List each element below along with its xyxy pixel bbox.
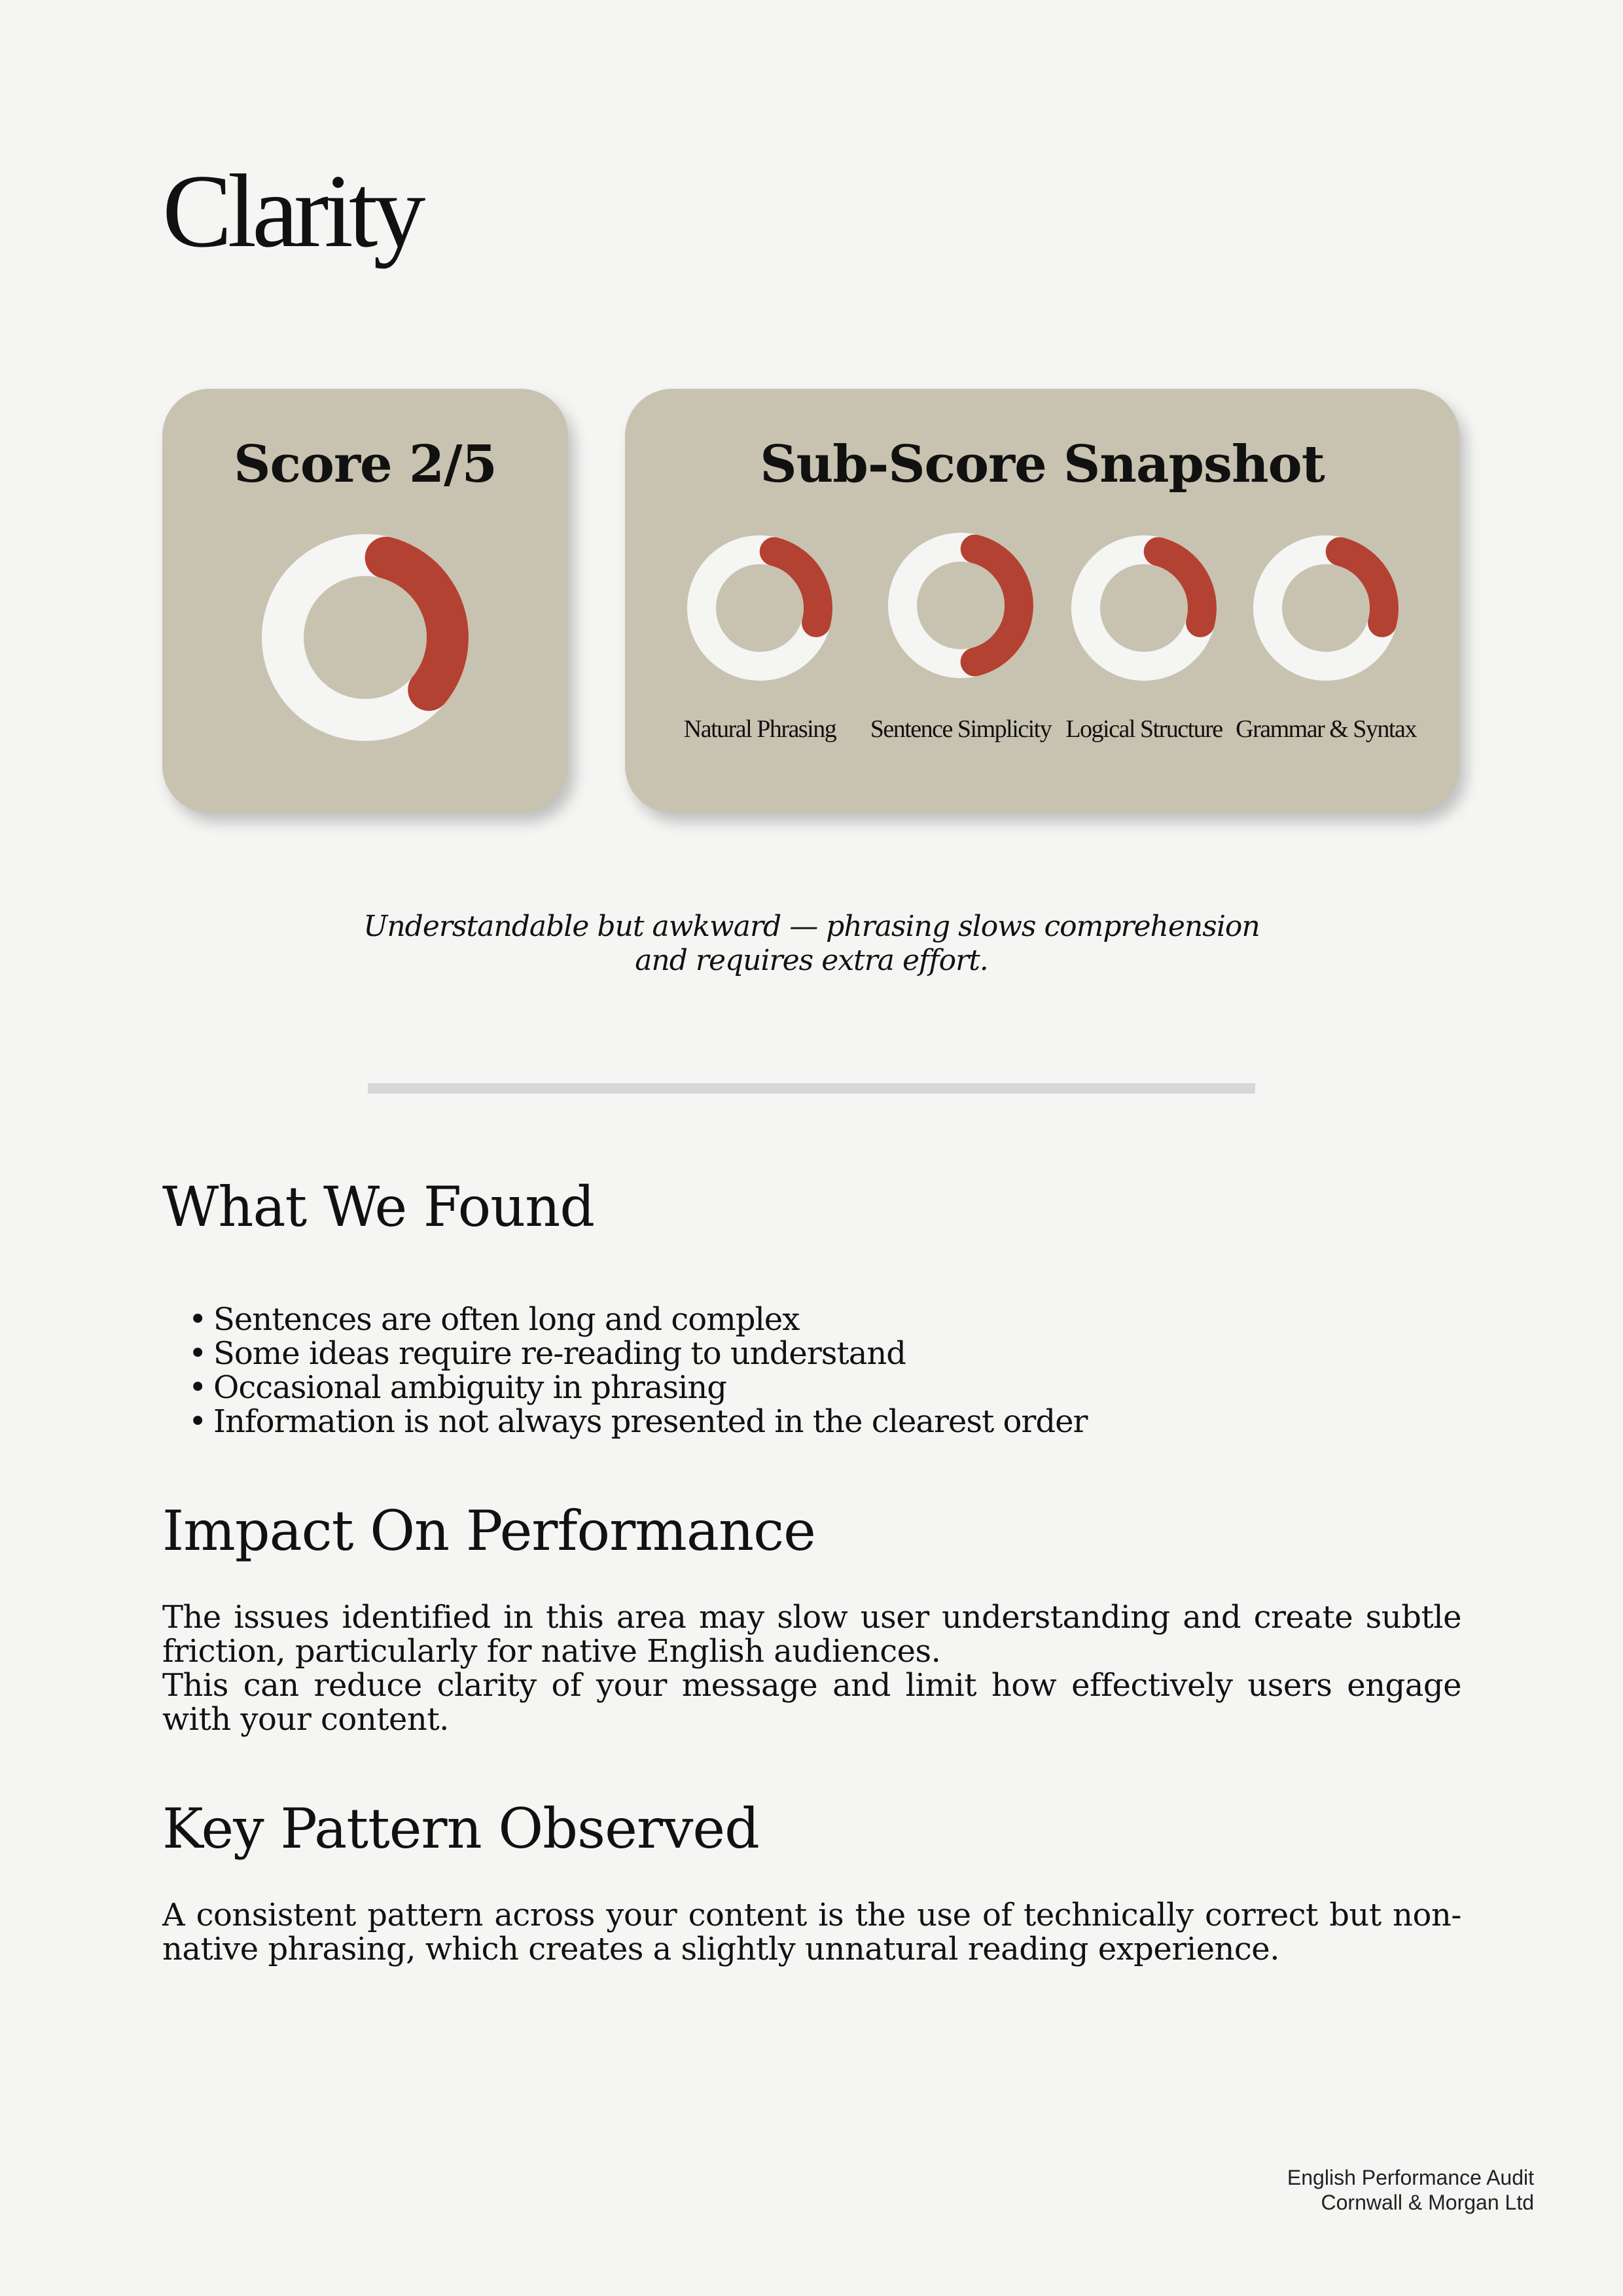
findings-list bbox=[162, 1302, 1087, 1439]
tagline-line-1: Understandable but awkward — phrasing slows comprehension bbox=[363, 910, 1260, 943]
bullet-icon: • bbox=[188, 1369, 207, 1406]
natural-phrasing-donut bbox=[686, 534, 834, 682]
key-pattern-paragraph: A consistent pattern across your content is the use of technically correct but non-native phrasing, which creates a slightly unnatural reading experience. bbox=[162, 1897, 1461, 1967]
sentence-simplicity-donut bbox=[887, 531, 1035, 679]
what-we-found-heading: What We Found bbox=[162, 1175, 595, 1239]
tagline-line-2: and requires extra effort. bbox=[635, 944, 988, 977]
section-divider bbox=[368, 1083, 1255, 1094]
grammar-syntax-donut bbox=[1252, 534, 1400, 682]
list-item: • Occasional ambiguity in phrasing bbox=[188, 1369, 726, 1406]
subscore-title: Sub-Score Snapshot bbox=[760, 435, 1325, 494]
footer-line-1: English Performance Audit bbox=[1287, 2166, 1534, 2189]
list-item: • Sentences are often long and complex bbox=[188, 1301, 800, 1338]
list-item: • Information is not always presented in the clearest order bbox=[188, 1403, 1088, 1440]
score-tagline bbox=[249, 910, 1374, 978]
natural-phrasing-label: Natural Phrasing bbox=[683, 715, 836, 743]
key-pattern-heading: Key Pattern Observed bbox=[162, 1797, 759, 1861]
impact-paragraph-1: The issues identified in this area may slow user understanding and create subtle friction, particularly for native English audiences. bbox=[162, 1599, 1461, 1670]
bullet-icon: • bbox=[188, 1403, 207, 1440]
logical-structure-label: Logical Structure bbox=[1065, 715, 1222, 743]
impact-paragraph-2: This can reduce clarity of your message and limit how effectively users engage with your content. bbox=[162, 1667, 1461, 1738]
subscore-card bbox=[625, 389, 1459, 813]
score-card bbox=[162, 389, 568, 813]
logical-structure-donut bbox=[1070, 534, 1218, 682]
score-donut bbox=[260, 533, 470, 742]
sentence-simplicity-label: Sentence Simplicity bbox=[870, 715, 1052, 743]
score-title: Score 2/5 bbox=[234, 435, 497, 494]
list-item: • Some ideas require re-reading to understand bbox=[188, 1335, 906, 1372]
footer-line-2: Cornwall & Morgan Ltd bbox=[1321, 2191, 1534, 2214]
grammar-syntax-label: Grammar & Syntax bbox=[1236, 715, 1416, 743]
bullet-icon: • bbox=[188, 1335, 207, 1372]
impact-heading: Impact On Performance bbox=[162, 1499, 815, 1563]
bullet-icon: • bbox=[188, 1301, 207, 1338]
footer bbox=[1287, 2165, 1534, 2215]
page-title: Clarity bbox=[162, 152, 421, 269]
